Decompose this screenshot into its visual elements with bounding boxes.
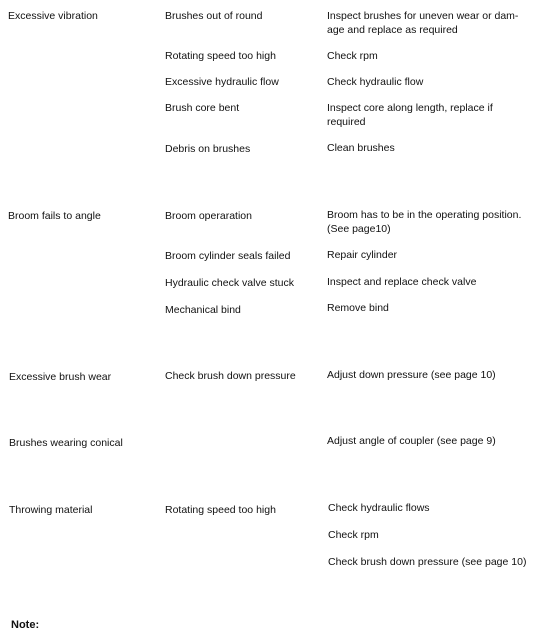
remedy-remove-bind: Remove bind xyxy=(327,302,389,314)
remedy-clean-brushes: Clean brushes xyxy=(327,142,395,154)
remedy-check-rpm-2: Check rpm xyxy=(328,529,379,541)
problem-throwing-material: Throwing material xyxy=(9,504,93,516)
remedy-inspect-core-cont: required xyxy=(327,116,366,128)
remedy-broom-operating-position: Broom has to be in the operating position. xyxy=(327,209,522,221)
cause-broom-cylinder-seals-failed: Broom cylinder seals failed xyxy=(165,250,291,262)
problem-excessive-brush-wear: Excessive brush wear xyxy=(9,371,112,383)
remedy-check-rpm: Check rpm xyxy=(327,50,378,62)
cause-rotating-speed-too-high: Rotating speed too high xyxy=(165,50,276,62)
problem-brushes-wearing-conical: Brushes wearing conical xyxy=(9,437,123,449)
cause-brush-core-bent: Brush core bent xyxy=(165,102,240,114)
remedy-adjust-down-pressure: Adjust down pressure (see page 10) xyxy=(327,369,496,381)
problem-excessive-vibration: Excessive vibration xyxy=(8,10,98,22)
remedy-inspect-replace-check-valve: Inspect and replace check valve xyxy=(327,276,477,288)
cause-brushes-out-of-round: Brushes out of round xyxy=(165,10,263,22)
note-label: Note: xyxy=(11,619,40,631)
remedy-repair-cylinder: Repair cylinder xyxy=(327,249,398,261)
remedy-inspect-brushes-cont: age and replace as required xyxy=(327,24,458,36)
cause-rotating-speed-too-high-2: Rotating speed too high xyxy=(165,504,276,516)
cause-debris-on-brushes: Debris on brushes xyxy=(165,143,251,155)
remedy-check-hydraulic-flows: Check hydraulic flows xyxy=(328,502,430,514)
remedy-check-hydraulic-flow: Check hydraulic flow xyxy=(327,76,424,88)
cause-hydraulic-check-valve-stuck: Hydraulic check valve stuck xyxy=(165,277,294,289)
remedy-inspect-core: Inspect core along length, replace if xyxy=(327,102,493,114)
cause-excessive-hydraulic-flow: Excessive hydraulic flow xyxy=(165,76,279,88)
cause-broom-operation: Broom operaration xyxy=(165,210,252,222)
remedy-check-brush-down-pressure: Check brush down pressure (see page 10) xyxy=(328,556,527,568)
problem-broom-fails-to-angle: Broom fails to angle xyxy=(8,210,101,222)
remedy-broom-operating-position-cont: (See page10) xyxy=(327,223,391,235)
cause-check-brush-down-pressure: Check brush down pressure xyxy=(165,370,296,382)
remedy-inspect-brushes: Inspect brushes for uneven wear or dam- xyxy=(327,10,519,22)
remedy-adjust-angle-of-coupler: Adjust angle of coupler (see page 9) xyxy=(327,435,496,447)
cause-mechanical-bind: Mechanical bind xyxy=(165,304,241,316)
